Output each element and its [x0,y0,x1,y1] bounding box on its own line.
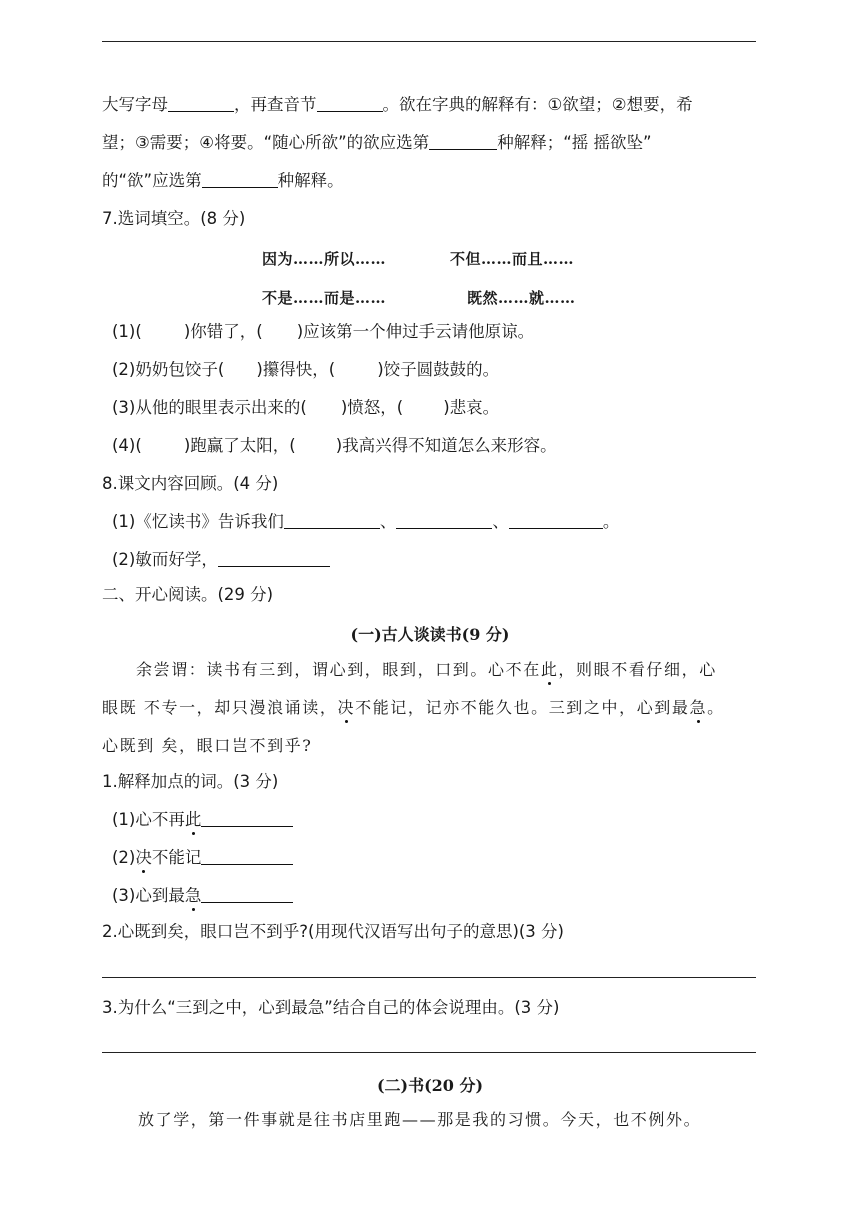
q7-item-1 [112,322,534,342]
word-option: 既然……就…… [467,289,576,307]
q8-title: 8.课文内容回顾。(4 分) [102,474,279,493]
dotted-char: 决 [337,698,356,717]
q6-text: ，再查音节 [234,95,317,114]
q8-item-1 [112,512,619,532]
q6-line-1 [102,95,693,115]
header-rule [102,41,756,42]
q7-title: 7.选词填空。(8 分) [102,209,246,228]
q1-item-3 [112,886,293,906]
q8-sep: 、 [492,512,509,531]
q7-item-text: (1)( [112,322,142,341]
q1-text: (2) [112,848,136,867]
q7-item-text: )攥得快，( [256,360,336,379]
answer-blank[interactable] [218,550,330,567]
q7-item-text: )应该第一个伸过手云请他原谅。 [296,322,535,341]
q6-text: 种解释。 [277,171,344,190]
q1-text: 不能记 [151,848,202,867]
q7-item-text: (3)从他的眼里表示出来的( [112,398,307,417]
passage-line: 放了学，第一件事就是往书店里跑——那是我的习惯。今天，也不例外。 [138,1110,702,1129]
passage-line: 心既到 矣，眼口岂不到乎? [102,736,313,755]
answer-blank[interactable] [284,512,380,529]
question-title: 2.心既到矣，眼口岂不到乎?(用现代汉语写出句子的意思)(3 分) [102,922,564,941]
word-option: 不但……而且…… [450,250,575,268]
q8-sep: 。 [602,512,620,531]
passage-line [136,660,717,680]
q7-item-text: (2)奶奶包饺子( [112,360,225,379]
section-title: 二、开心阅读。(29 分) [102,585,274,604]
answer-blank[interactable] [396,512,492,529]
q7-item-text: )悲哀。 [443,398,500,417]
answer-blank[interactable] [168,95,234,112]
q7-item-2 [112,360,499,380]
answer-blank[interactable] [317,95,383,112]
dotted-char: 决 [135,848,152,867]
q6-line-3 [102,171,344,191]
q6-text: 。欲在字典的解释有：①欲望；②想要，希 [382,95,693,114]
word-option: 不是……而是…… [262,289,387,307]
q8-item-text: (1)《忆读书》告诉我们 [112,512,284,531]
q6-text: 的“欲”应选第 [102,171,202,190]
q7-item-text: )愤怒，( [340,398,404,417]
answer-blank[interactable] [429,133,497,150]
passage-text: 眼既 不专一，却只漫浪诵读， [102,698,338,717]
q1-item-1 [112,810,293,830]
answer-line[interactable] [102,1052,756,1053]
q7-item-text: (4)( [112,436,142,455]
answer-line[interactable] [102,977,756,978]
passage-line [102,698,725,718]
word-option: 因为……所以…… [262,250,387,268]
answer-blank[interactable] [202,171,278,188]
passage-text: 余尝谓：读书有三到，谓心到，眼到，口到。心不在 [136,660,541,679]
dotted-char: 急 [689,698,708,717]
q1-item-2 [112,848,293,868]
passage-title: (二)书(20 分) [376,1076,484,1095]
answer-blank[interactable] [201,886,293,903]
q7-item-text: )你错了，( [183,322,263,341]
passage-title: (一)古人谈读书(9 分) [350,625,510,644]
q7-item-text: )跑赢了太阳，( [183,436,296,455]
q1-text: (3)心到最 [112,886,185,905]
q7-item-3 [112,398,499,418]
answer-blank[interactable] [201,848,293,865]
q7-item-text: )我高兴得不知道怎么来形容。 [335,436,557,455]
q6-text: 种解释；“摇 摇欲坠” [497,133,652,152]
q7-item-text: )饺子圆鼓鼓的。 [377,360,500,379]
passage-text: 。 [707,698,725,717]
q8-sep: 、 [379,512,397,531]
dotted-char: 此 [184,810,202,829]
q6-line-2 [102,133,652,153]
answer-blank[interactable] [201,810,293,827]
q8-item-text: (2)敏而好学， [112,550,218,569]
question-title: 3.为什么“三到之中，心到最急”结合自己的体会说理由。(3 分) [102,998,560,1017]
q8-item-2 [112,550,330,570]
passage-text: ，则眼不看仔细，心 [558,660,717,679]
q6-text: 大写字母 [102,95,168,114]
question-title: 1.解释加点的词。(3 分) [102,772,279,791]
answer-blank[interactable] [509,512,603,529]
q6-text: 望；③需要；④将要。“随心所欲”的欲应选第 [102,133,430,152]
q1-text: (1)心不再 [112,810,185,829]
passage-text: 不能记，记亦不能久也。三到之中，心到最 [355,698,690,717]
q7-item-4 [112,436,557,456]
dotted-char: 急 [184,886,202,905]
dotted-char: 此 [540,660,559,679]
